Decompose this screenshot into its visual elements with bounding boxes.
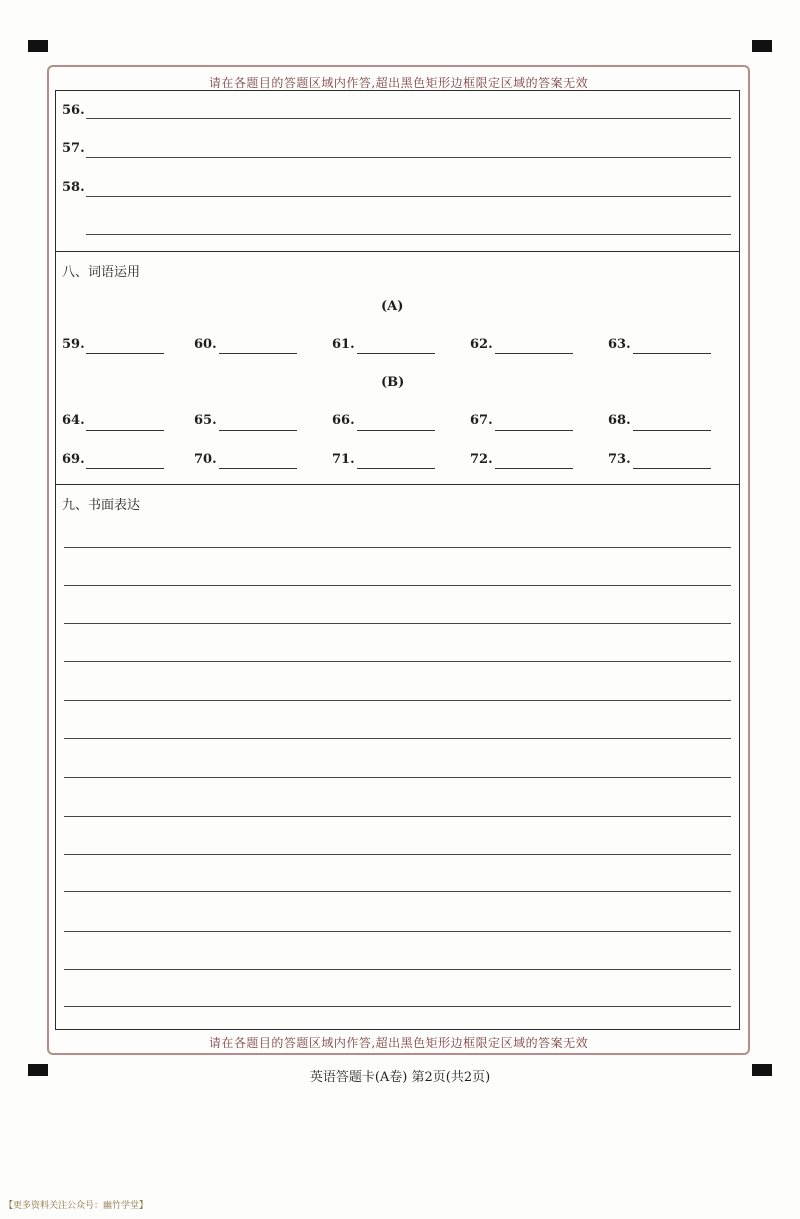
section-divider-1 [56, 251, 739, 252]
footer-notice: 请在各题目的答题区域内作答,超出黑色矩形边框限定区域的答案无效 [208, 1036, 589, 1050]
question-67-number: 67. [470, 413, 493, 428]
alignment-mark-top-right [752, 40, 772, 52]
blank-63[interactable] [633, 353, 711, 354]
section-8-title: 八、词语运用 [62, 265, 141, 280]
blank-60[interactable] [219, 353, 297, 354]
question-63-number: 63. [608, 337, 631, 352]
question-56-number: 56. [62, 103, 85, 118]
question-66-number: 66. [332, 413, 355, 428]
writing-line[interactable] [64, 891, 731, 892]
alignment-mark-top-left [28, 40, 48, 52]
question-60-number: 60. [194, 337, 217, 352]
writing-line[interactable] [64, 854, 731, 855]
blank-62[interactable] [495, 353, 573, 354]
question-72-number: 72. [470, 452, 493, 467]
blank-72[interactable] [495, 468, 573, 469]
section-divider-2 [56, 484, 739, 485]
writing-line[interactable] [64, 816, 731, 817]
writing-line[interactable] [64, 547, 731, 548]
answer-line-58[interactable] [86, 196, 731, 197]
blank-65[interactable] [219, 430, 297, 431]
answer-line-56[interactable] [86, 118, 731, 119]
blank-69[interactable] [86, 468, 164, 469]
watermark: 【更多资料关注公众号：幽竹学堂】 [4, 1201, 149, 1211]
question-58-number: 58. [62, 180, 85, 195]
question-68-number: 68. [608, 413, 631, 428]
header-notice: 请在各题目的答题区域内作答,超出黑色矩形边框限定区域的答案无效 [208, 76, 589, 90]
question-62-number: 62. [470, 337, 493, 352]
answer-line-57[interactable] [86, 157, 731, 158]
blank-64[interactable] [86, 430, 164, 431]
writing-line[interactable] [64, 661, 731, 662]
blank-67[interactable] [495, 430, 573, 431]
writing-line[interactable] [64, 623, 731, 624]
part-a-label: (A) [381, 299, 404, 314]
blank-61[interactable] [357, 353, 435, 354]
section-9-title: 九、书面表达 [62, 498, 141, 513]
writing-line[interactable] [64, 700, 731, 701]
blank-68[interactable] [633, 430, 711, 431]
writing-line[interactable] [64, 969, 731, 970]
question-65-number: 65. [194, 413, 217, 428]
question-64-number: 64. [62, 413, 85, 428]
answer-line-58-extra[interactable] [86, 234, 731, 235]
question-69-number: 69. [62, 452, 85, 467]
answer-area [55, 90, 740, 1030]
writing-line[interactable] [64, 777, 731, 778]
page-footer: 英语答题卡(A卷) 第2页(共2页) [309, 1070, 491, 1085]
question-70-number: 70. [194, 452, 217, 467]
writing-line[interactable] [64, 1006, 731, 1007]
question-57-number: 57. [62, 141, 85, 156]
writing-line[interactable] [64, 738, 731, 739]
blank-66[interactable] [357, 430, 435, 431]
part-b-label: (B) [381, 375, 405, 390]
question-59-number: 59. [62, 337, 85, 352]
blank-71[interactable] [357, 468, 435, 469]
question-71-number: 71. [332, 452, 355, 467]
blank-73[interactable] [633, 468, 711, 469]
blank-70[interactable] [219, 468, 297, 469]
question-61-number: 61. [332, 337, 355, 352]
writing-line[interactable] [64, 931, 731, 932]
writing-line[interactable] [64, 585, 731, 586]
question-73-number: 73. [608, 452, 631, 467]
blank-59[interactable] [86, 353, 164, 354]
